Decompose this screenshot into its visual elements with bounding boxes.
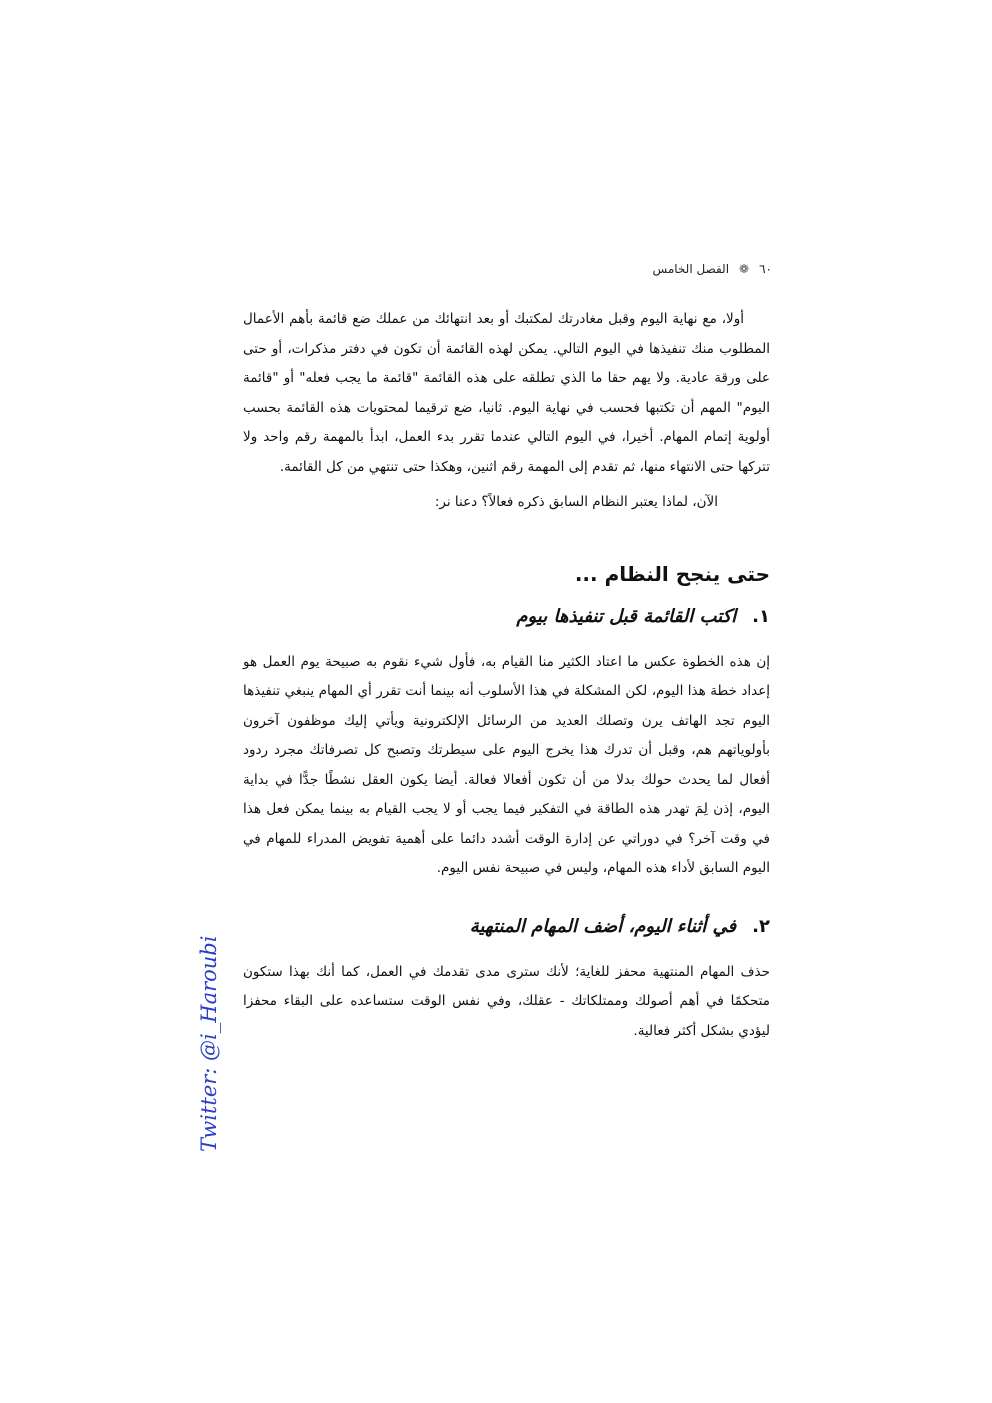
intro-paragraph	[243, 305, 770, 482]
item-1-title: اكتب القائمة قبل تنفيذها بيوم	[516, 605, 737, 627]
item-2-title: في أثناء اليوم، أضف المهام المنتهية	[469, 915, 737, 937]
page-header	[560, 262, 772, 276]
item-1-heading	[243, 600, 770, 634]
intro-paragraph-text: أولا، مع نهاية اليوم وقبل مغادرتك لمكتبك أو بعد انتهائك من عملك ضع قائمة بأهم الأعمال المطلوب منك تنفيذها في اليوم التالي. يمكن لهذه القائمة أن تكون في دفتر مذكرات، أو حتى على ورقة عادية. ولا يهم حقا ما الذي تطلقه على هذه القائمة "قائمة ما يجب فعله" أو "قائمة اليوم" المهم أن تكتبها فحسب في نهاية اليوم. ثانيا، ضع ترقيما لمحتويات هذه القائمة بحسب أولوية إتمام المهام. أخيرا، في اليوم التالي عندما تقرر بدء العمل، ابدأ بالمهمة رقم واحد ولا تتركها حتى الانتهاء منها، ثم تقدم إلى المهمة رقم اثنين، وهكذا حتى تنتهي من كل القائمة.	[243, 311, 770, 475]
page-body	[243, 305, 770, 1046]
section-heading: حتى ينجح النظام ...	[574, 561, 770, 586]
chapter-title: الفصل الخامس	[652, 262, 730, 276]
page-number: ٦٠	[759, 262, 772, 276]
item-2-body: حذف المهام المنتهية محفز للغاية؛ لأنك سترى مدى تقدمك في العمل، كما أنك بهذا ستكون متحكمًا في أهم أصولك وممتلكاتك - عقلك، وفي نفس الوقت ستساعده على البقاء محفزا ليؤدي بشكل أكثر فعالية.	[243, 963, 770, 1039]
intro-question: الآن، لماذا يعتبر النظام السابق ذكره فعالاً؟ دعنا نر:	[434, 494, 718, 510]
item-1-body: إن هذه الخطوة عكس ما اعتاد الكثير منا القيام به، فأول شيء نقوم به صبيحة يوم العمل هو إعداد خطة هذا اليوم، لكن المشكلة في هذا الأسلوب أنه بينما أنت تقرر أي المهام ينبغي تنفيذها اليوم تجد الهاتف يرن وتصلك العديد من الرسائل الإلكترونية ويأتي إليك موظفون آخرون بأولوياتهم هم، وقبل أن تدرك هذا يخرج اليوم على سيطرتك وتصبح كل تصرفاتك مجرد ردود أفعال لما يحدث حولك بدلا من أن تكون أفعالا فعالة. أيضا يكون العقل نشطًا جدًّا في بداية اليوم، إذن لِمَ تهدر هذه الطاقة في التفكير فيما يجب أو لا يجب القيام به بينما يمكن فعل هذا في وقت آخر؟ في دوراتي عن إدارة الوقت أشدد دائما على أهمية تفويض المدراء للمهام في اليوم السابق لأداء هذه المهام، وليس في صبيحة نفس اليوم.	[243, 653, 770, 876]
item-1-number: ١.	[752, 605, 770, 627]
item-2-number: ٢.	[752, 915, 770, 937]
ornament-icon: ❁	[739, 262, 750, 276]
twitter-watermark: Twitter: @i_Haroubi	[197, 935, 221, 1152]
item-2-heading	[243, 910, 770, 944]
